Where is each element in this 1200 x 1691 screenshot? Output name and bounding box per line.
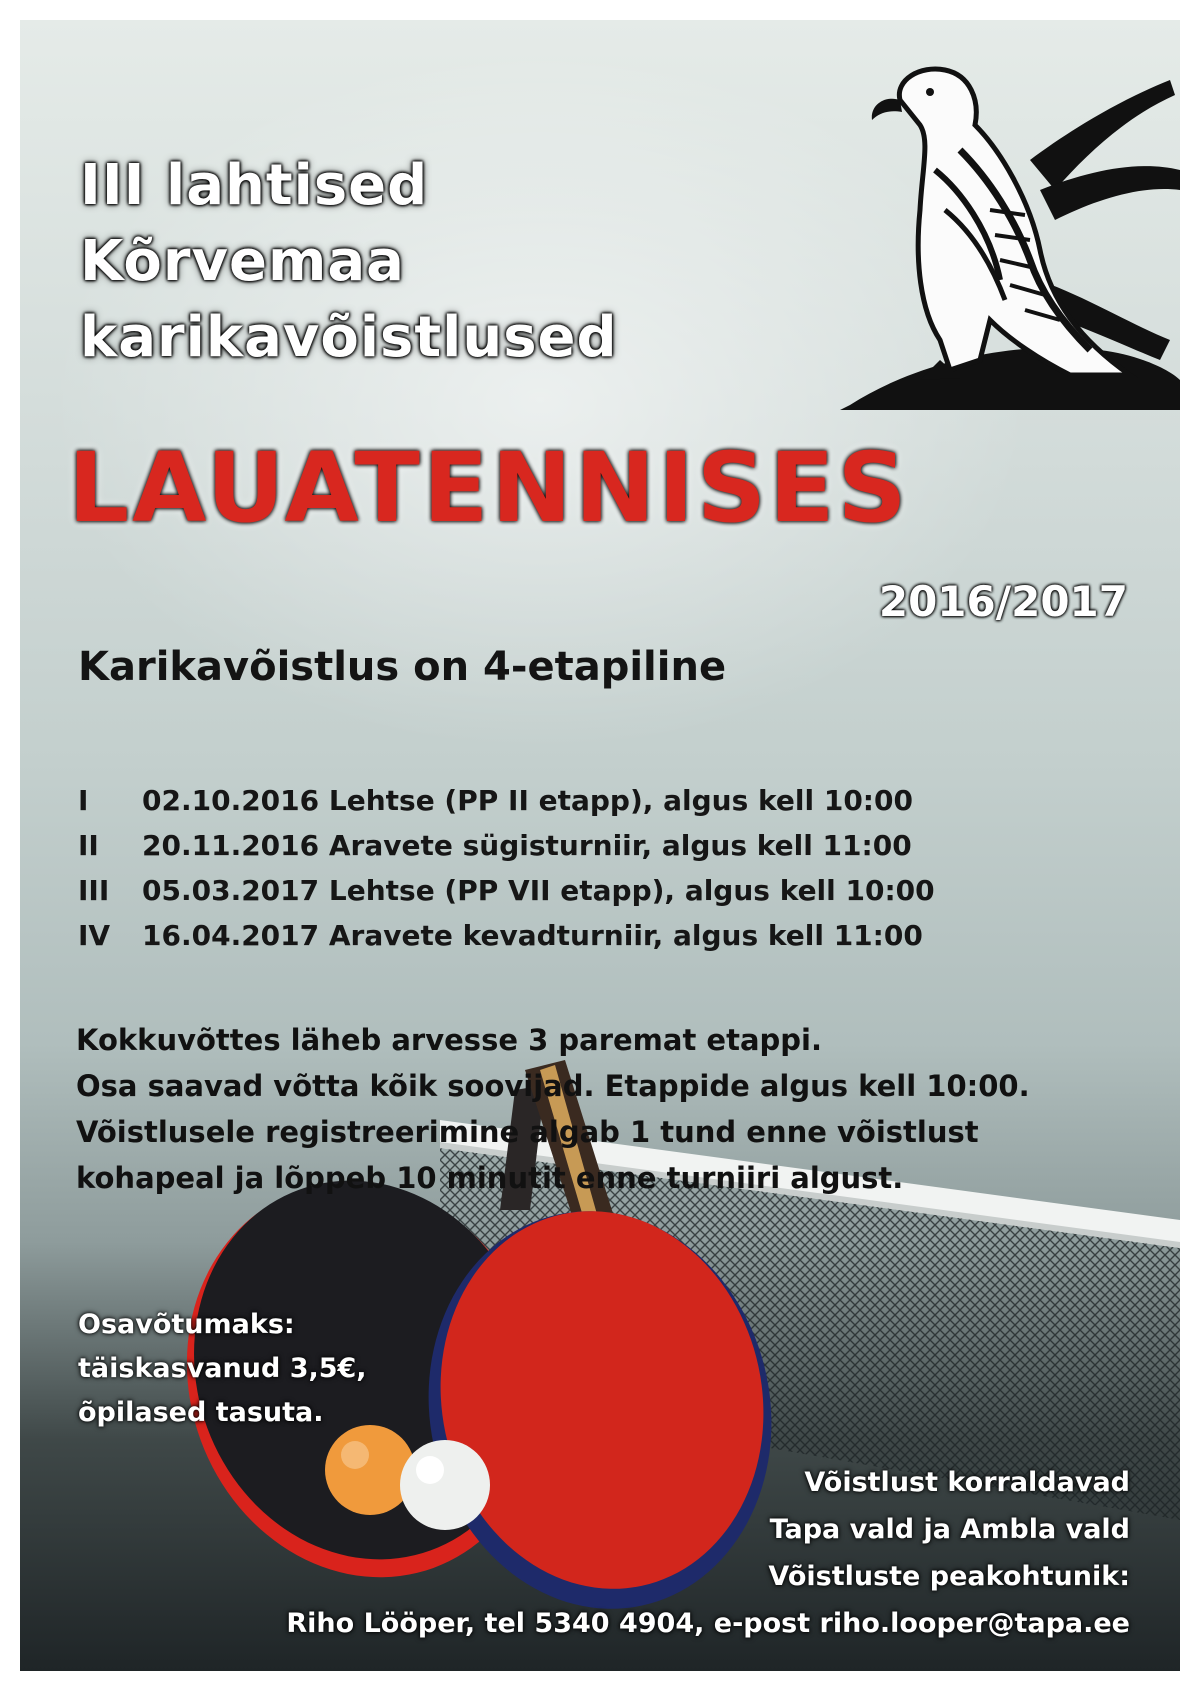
fee-line: Osavõtumaks: — [78, 1309, 295, 1340]
stage-number: III — [78, 874, 110, 907]
stage-item — [78, 784, 935, 829]
eagle-illustration — [840, 40, 1180, 410]
stage-text: 16.04.2017 Aravete kevadturniir, algus kell 11:00 — [142, 919, 923, 952]
title-line: III lahtised — [80, 153, 429, 218]
stage-text: 20.11.2016 Aravete sügisturniir, algus kell 11:00 — [142, 829, 912, 862]
event-title — [80, 148, 618, 376]
organizer-block — [286, 1459, 1130, 1647]
stage-number: IV — [78, 919, 111, 952]
poster — [20, 20, 1180, 1671]
stage-number: I — [78, 784, 89, 817]
season-label: 2016/2017 — [878, 577, 1128, 626]
stage-text: 05.03.2017 Lehtse (PP VII etapp), algus kell 10:00 — [142, 874, 935, 907]
stage-text: 02.10.2016 Lehtse (PP II etapp), algus kell 10:00 — [142, 784, 913, 817]
info-line: Kokkuvõttes läheb arvesse 3 paremat etappi. — [76, 1023, 822, 1057]
info-line: Võistlusele registreerimine algab 1 tund enne võistlust — [76, 1115, 979, 1149]
stage-item — [78, 919, 935, 964]
organizer-line: Riho Lööper, tel 5340 4904, e-post riho.looper@tapa.ee — [286, 1608, 1130, 1639]
info-paragraph — [76, 1017, 1030, 1201]
organizer-line: Võistluste peakohtunik: — [768, 1561, 1130, 1592]
fee-block — [78, 1303, 367, 1435]
fee-line: õpilased tasuta. — [78, 1397, 324, 1428]
stage-list — [78, 784, 935, 964]
title-line: karikavõistlused — [80, 305, 618, 370]
organizer-line: Tapa vald ja Ambla vald — [769, 1514, 1130, 1545]
organizer-line: Võistlust korraldavad — [804, 1467, 1130, 1498]
stage-item — [78, 874, 935, 919]
title-line: Kõrvemaa — [80, 229, 405, 294]
sport-heading: LAUATENNISES — [68, 432, 910, 544]
subheading: Karikavõistlus on 4-etapiline — [78, 644, 727, 690]
info-line: kohapeal ja lõppeb 10 minutit enne turniiri algust. — [76, 1161, 904, 1195]
stage-number: II — [78, 829, 99, 862]
fee-line: täiskasvanud 3,5€, — [78, 1353, 367, 1384]
stage-item — [78, 829, 935, 874]
info-line: Osa saavad võtta kõik soovijad. Etappide algus kell 10:00. — [76, 1069, 1030, 1103]
